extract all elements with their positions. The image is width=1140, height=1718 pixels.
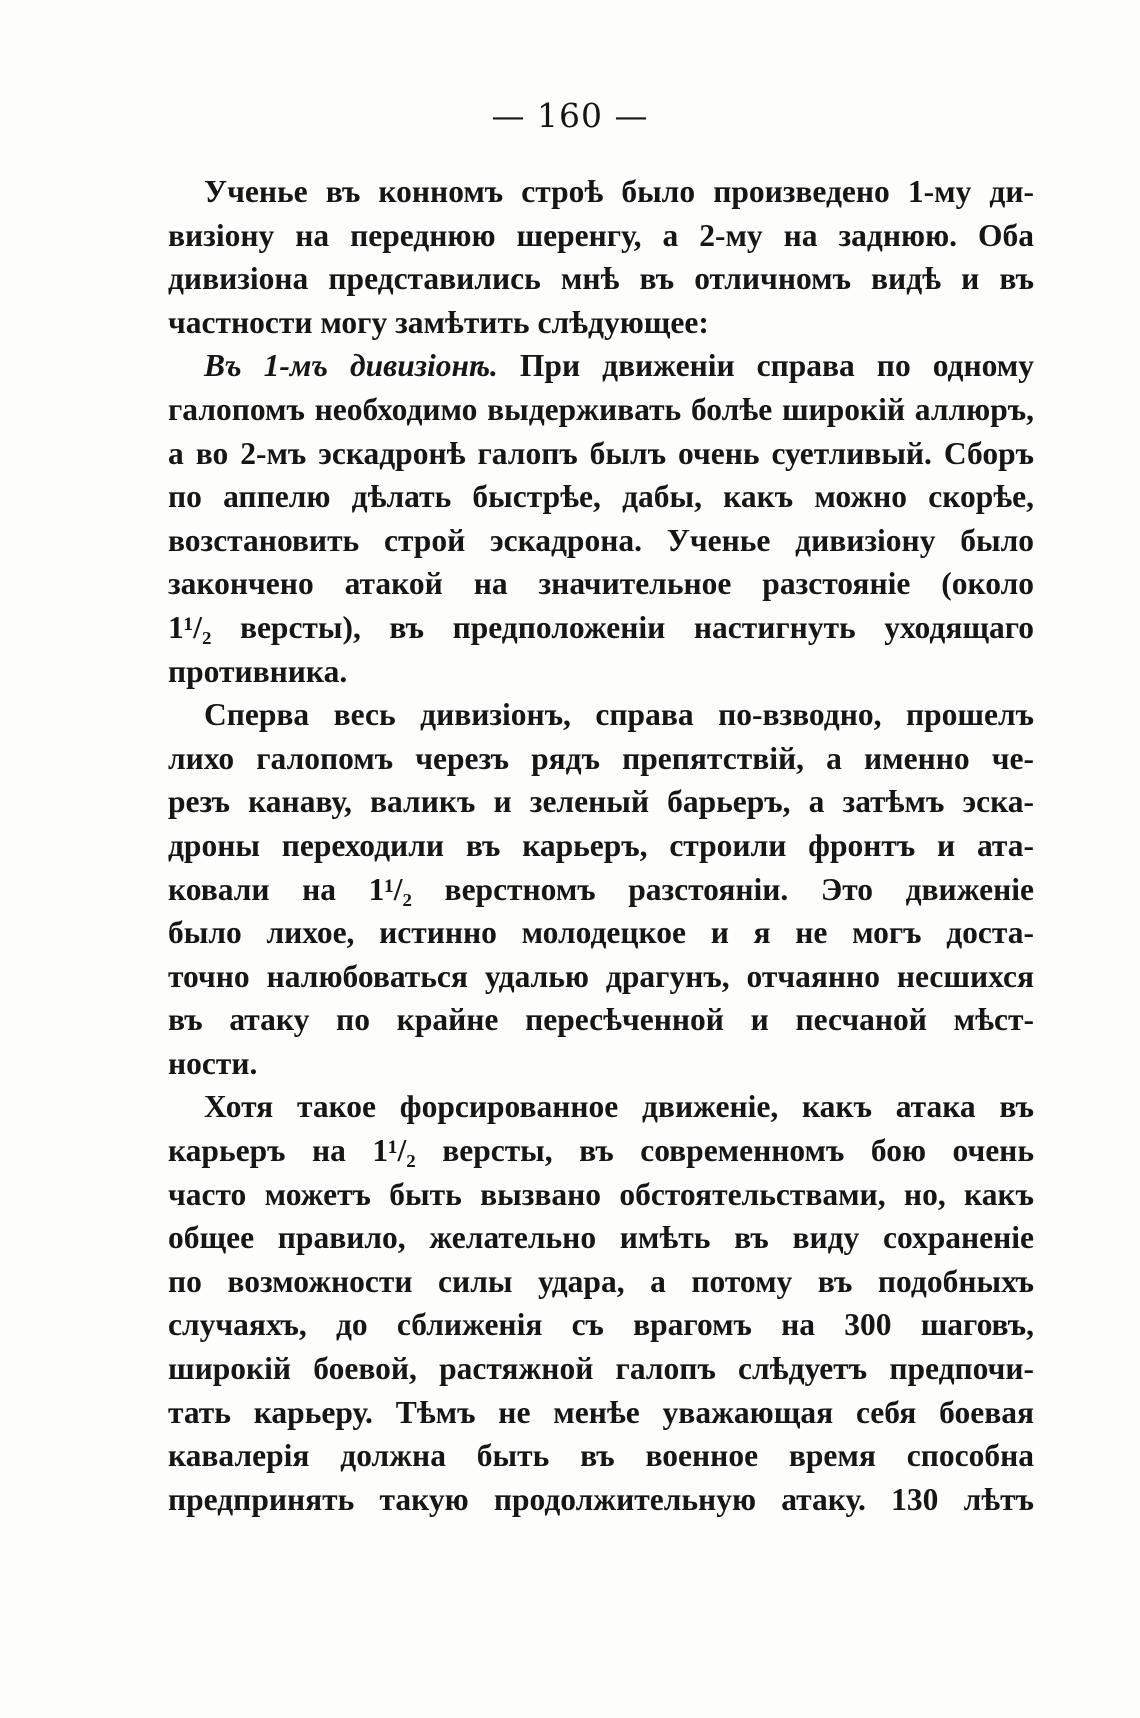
text-line: резъ канаву, валикъ и зеленый барьеръ, а затѣмъ эска- [168,784,1034,820]
text-line [168,344,1034,388]
text-line: въ атаку по крайне пересѣченной и песчаной мѣст- [168,1002,1034,1038]
text-line: возстановить строй эскадрона. Ученье дивизіону было [168,522,1034,558]
text-line: ковали на 1¹/₂ верстномъ разстояніи. Это движеніе [168,871,1034,907]
text-fragment: При движеніи справа по одному [497,348,1034,384]
paragraph-2 [168,344,1034,693]
text-line: точно налюбоваться удалью драгунъ, отчаянно несшихся [168,958,1034,994]
paragraph-4 [168,1085,1034,1521]
text-line: закончено атакой на значительное разстояніе (около [168,566,1034,602]
text-line: по возможности силы удара, а потому въ подобныхъ [168,1263,1034,1299]
text-line: Хотя такое форсированное движеніе, какъ атака въ [204,1089,1034,1125]
text-line: предпринять такую продолжительную атаку. 130 лѣтъ [168,1481,1034,1517]
paragraph-3 [168,693,1034,1085]
text-line: широкій боевой, растяжной галопъ слѣдуетъ предпочи- [168,1351,1034,1387]
text-line: общее правило, желательно имѣть въ виду сохраненіе [168,1220,1034,1256]
text-line: по аппелю дѣлать быстрѣе, дабы, какъ можно скорѣе, [168,479,1034,515]
paragraph-1 [168,170,1034,344]
text-line: Сперва весь дивизіонъ, справа по-взводно, прошелъ [204,697,1034,733]
text-line: противника. [168,653,348,689]
text-line: случаяхъ, до сближенія съ врагомъ на 300 шаговъ, [168,1307,1034,1343]
italic-heading: Въ 1-мъ дивизіонѣ. [204,348,498,384]
text-line: галопомъ необходимо выдерживать болѣе широкій аллюръ, [168,391,1034,427]
page-number: — 160 — [491,96,649,135]
text-line: Ученье въ конномъ строѣ было произведено 1-му ди- [204,174,1034,209]
text-line: частности могу замѣтить слѣдующее: [168,304,709,340]
text-line: было лихое, истинно молодецкое и я не могъ доста- [168,915,1034,951]
text-line: часто можетъ быть вызвано обстоятельствами, но, какъ [168,1176,1034,1212]
text-line: визіону на переднюю шеренгу, а 2-му на заднюю. Оба [168,217,1034,253]
text-line: карьеръ на 1¹/₂ версты, въ современномъ бою очень [168,1133,1034,1169]
text-line: а во 2-мъ эскадронѣ галопъ былъ очень суетливый. Сборъ [168,435,1034,471]
text-line: 1¹/₂ версты), въ предположеніи настигнуть уходящаго [168,609,1034,645]
text-line: тать карьеру. Тѣмъ не менѣе уважающая себя боевая [168,1394,1034,1430]
text-line: кавалерія должна быть въ военное время способна [168,1438,1034,1474]
text-line: дивизіона представились мнѣ въ отличномъ видѣ и въ [168,261,1034,297]
text-line: лихо галопомъ черезъ рядъ препятствій, а именно че- [168,740,1034,776]
text-line: ности. [168,1045,258,1081]
text-line: дроны переходили въ карьеръ, строили фронтъ и ата- [168,827,1034,863]
body-text [168,170,1034,1521]
